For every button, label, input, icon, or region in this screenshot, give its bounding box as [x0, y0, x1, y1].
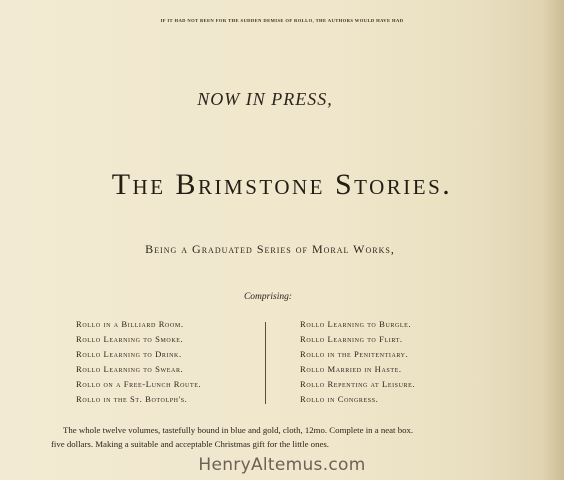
volume-list-left — [76, 317, 201, 407]
announcement-heading: NOW IN PRESS, — [197, 89, 333, 109]
volume-entry: Rollo in the St. Botolph's. — [76, 394, 188, 404]
volume-entry: Rollo Repenting at Leisure. — [300, 379, 416, 389]
description-line-1: The whole twelve volumes, tastefully bound in blue and gold, cloth, 12mo. Complete in a neat box. — [63, 425, 414, 435]
site-watermark: HenryAltemus.com — [198, 455, 366, 475]
volume-entry: Rollo Learning to Swear. — [76, 364, 184, 374]
volume-entry: Rollo on a Free-Lunch Route. — [76, 379, 202, 389]
description-line-2: five dollars. Making a suitable and acceptable Christmas gift for the little ones. — [51, 439, 329, 449]
page-edge-shadow — [542, 0, 564, 480]
header-note: IF IT HAD NOT BEEN FOR THE SUDDEN DEMISE OF ROLLO, THE AUTHORS WOULD HAVE HAD — [160, 18, 404, 23]
volume-entry: Rollo Learning to Burgle. — [300, 319, 412, 329]
volume-entry: Rollo Learning to Flirt. — [300, 334, 403, 344]
column-divider — [265, 322, 266, 404]
comprising-label: Comprising: — [243, 292, 293, 302]
volume-entry: Rollo in Congress. — [300, 394, 379, 404]
volume-entry: Rollo Learning to Smoke. — [76, 334, 184, 344]
volume-entry: Rollo in the Penitentiary. — [300, 349, 409, 359]
volume-entry: Rollo Learning to Drink. — [76, 349, 182, 359]
book-subtitle: Being a Graduated Series of Moral Works, — [145, 242, 395, 256]
volume-list-right — [300, 317, 415, 407]
volume-entry: Rollo Married in Haste. — [300, 364, 402, 374]
volume-entry: Rollo in a Billiard Room. — [76, 319, 184, 329]
book-title: The Brimstone Stories. — [111, 168, 453, 201]
